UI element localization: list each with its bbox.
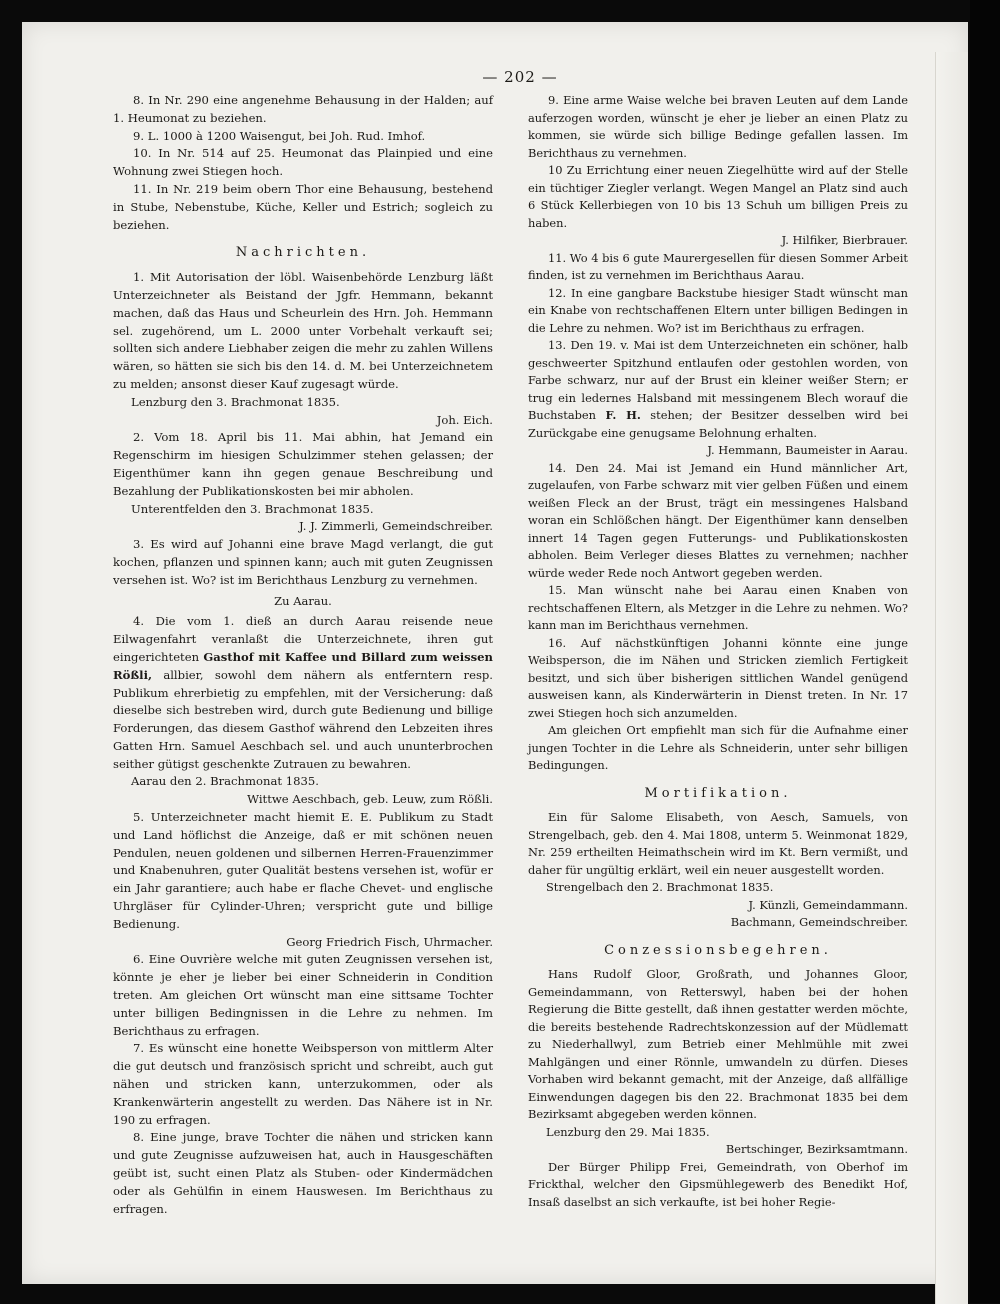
notice-1-signature: Joh. Eich. [436, 412, 493, 427]
notice-4-text-b: allbier, sowohl dem nähern als entferntern resp. Publikum ehrerbietig zu empfehlen, mit der Versicherung: daß dieselbe sich bestreben wird, durch gute Bedienung und billige Forderungen, das diesem Gasthof während den Lebzeiten ihres Gatten Hrn. Samuel Aeschbach sel. und auch ununterbrochen seither gütigst geschenkte Zutrauen zu bewahren. [113, 667, 493, 771]
wohnung-item: 9. L. 1000 à 1200 Waisengut, bei Joh. Rud. Imhof. [133, 128, 426, 143]
notice-12: 12. In eine gangbare Backstube hiesiger Stadt wünscht man ein Knabe von rechtschaffenen Eltern unter billigen Bedingen in die Lehre zu nehmen. Wo? ist im Berichthaus zu erfragen. [528, 285, 908, 335]
konzession-signature: Bertschinger, Bezirksamtmann. [725, 1142, 908, 1156]
notice-10-signature: J. Hilfiker, Bierbrauer. [781, 233, 908, 247]
section-heading-mortifikation: Mortifikation. [644, 785, 792, 801]
konzession-2-text: Der Bürger Philipp Frei, Gemeindrath, von Oberhof im Frickthal, welcher den Gipsmühlegewerb des Benedikt Hof, Insaß daselbst an sich verkaufte, ist bei hoher Regie- [528, 1159, 908, 1209]
notice-11: 11. Wo 4 bis 6 gute Maurergesellen für diesen Sommer Arbeit finden, ist zu vernehmen im Berichthaus Aarau. [528, 250, 908, 282]
notice-16-addendum: Am gleichen Ort empfiehlt man sich für die Aufnahme einer jungen Tochter in die Lehre als Schneiderin, unter sehr billigen Bedingungen. [528, 723, 908, 772]
mortifikation-text: Ein für Salome Elisabeth, von Aesch, Samuels, von Strengelbach, geb. den 4. Mai 1808, unterm 5. Weinmonat 1829, Nr. 259 ertheilten Heimathschein wird im Kt. Bern vermißt, und daher für ungültig erklärt, weil ein neuer ausgestellt worden. [528, 810, 908, 877]
notice-15: 15. Man wünscht nahe bei Aarau einen Knaben von rechtschaffenen Eltern, als Metzger in die Lehre zu nehmen. Wo? kann man im Berichthaus vernehmen. [528, 583, 908, 632]
wohnung-item: 10. In Nr. 514 auf 25. Heumonat das Plainpied und eine Wohnung zwei Stiegen hoch. [113, 146, 493, 179]
konzession-place: Lenzburg den 29. Mai 1835. [546, 1124, 710, 1139]
page-number: — 202 — [482, 68, 558, 86]
konzession-text: Hans Rudolf Gloor, Großrath, und Johannes Gloor, Gemeindammann, von Retterswyl, haben bei der hohen Regierung die Bitte gestellt, daß ihnen gestatter werden möchte, die bereits bestehende Radrechtskonzession auf der Müdlematt zu Niederhallwyl, zum Betrieb einer Mehlmühle mit zwei Mahlgängen und einer Rönnle, umwandeln zu dürfen. Dieses Vorhaben wird bekannt gemacht, mit der Anzeige, daß allfällige Einwendungen dagegen bis den 22. Brachmonat 1835 bei dem Bezirksamt abgegeben werden können. [528, 967, 908, 1121]
page-edge [935, 52, 968, 1304]
scan-border [970, 0, 1000, 1303]
notice-4-gasthof: Gasthof mit Kaffee und Billard zum weissen Rößli, [113, 649, 493, 682]
notice-13-initials: F. H. [605, 408, 641, 422]
notice-2-signature: J. J. Zimmerli, Gemeindschreiber. [298, 519, 493, 534]
notice-5-signature: Georg Friedrich Fisch, Uhrmacher. [286, 934, 493, 949]
notice-2: 2. Vom 18. April bis 11. Mai abhin, hat Jemand ein Regenschirm im hiesigen Schulzimmer stehen gelassen; der Eigenthümer kann ihn gegen genaue Beschreibung und Bezahlung der Publikationskosten bei mir abholen. [113, 430, 493, 498]
section-heading-nachrichten: Nachrichten. [235, 245, 371, 261]
right-column [528, 92, 908, 1211]
notice-9: 9. Eine arme Waise welche bei braven Leuten auf dem Lande auferzogen worden, wünscht je eher je lieber an einen Platz zu kommen, sie würde sich billige Bedinge gefallen lassen. Im Berichthaus zu vernehmen. [528, 93, 908, 160]
notice-13-text-a: 13. Den 19. v. Mai ist dem Unterzeichneten ein schöner, halb geschweerter Spitzhund entlaufen oder gestohlen worden, von Farbe schwarz, nur auf der Brust ein kleiner weißer Stern; er trug ein ledernes Halsband mit messingenem Blech worauf die Buchstaben [528, 338, 908, 422]
notice-13 [528, 337, 908, 442]
notice-16: 16. Auf nächstkünftigen Johanni könnte eine junge Weibsperson, die im Nähen und Stricken ziemlich Fertigkeit besitzt, und sich über bisherigen sittlichen Wandel genügend ausweisen kann, als Kinderwärterin in Dienst treten. In Nr. 17 zwei Stiegen hoch sich anzumelden. [528, 635, 908, 720]
notice-7: 7. Es wünscht eine honette Weibsperson von mittlerm Alter die gut deutsch und französisch spricht und schreibt, auch gut nähen und stricken kann, unterzukommen, oder als Krankenwärterin angestellt zu werden. Das Nähere ist in Nr. 190 zu erfragen. [113, 1041, 493, 1127]
notice-4-signature: Wittwe Aeschbach, geb. Leuw, zum Rößli. [247, 792, 493, 807]
notice-2-place: Unterentfelden den 3. Brachmonat 1835. [131, 501, 374, 516]
notice-14: 14. Den 24. Mai ist Jemand ein Hund männlicher Art, zugelaufen, von Farbe schwarz mit vier gelben Füßen und einem weißen Fleck an der Brust, trägt ein messingenes Halsband woran ein Schlößchen hängt. Der Eigenthümer kann denselben innert 14 Tagen gegen Futterungs- und Publikationskosten abholen. Beim Verleger dieses Blattes zu vernehmen; nachher würde weder Rede noch Antwort gegeben werden. [528, 460, 908, 580]
notice-1: 1. Mit Autorisation der löbl. Waisenbehörde Lenzburg läßt Unterzeichneter als Beistand der Jgfr. Hemmann, bekannt machen, daß das Haus und Scheurlein des Hrn. Joh. Hemmann sel. zugehörend, um L. 2000 unter Vorbehalt verkauft sei; sollten sich andere Liebhaber zeigen die mehr zu zahlen Willens wären, so hätten sie sich bis den 14. d. M. bei Unterzeichnetem zu melden; ansonst dieser Kauf zugesagt würde. [113, 270, 493, 391]
notice-13-text-b: stehen; der Besitzer desselben wird bei Zurückgabe eine genugsame Belohnung erhalten. [528, 408, 908, 440]
mortifikation-place: Strengelbach den 2. Brachmonat 1835. [546, 880, 774, 894]
subheading-zu-aarau: Zu Aarau. [274, 593, 332, 608]
mortifikation-signature-2: Bachmann, Gemeindschreiber. [730, 915, 908, 929]
notice-10: 10 Zu Errichtung einer neuen Ziegelhütte wird auf der Stelle ein tüchtiger Ziegler verlangt. Wegen Mangel an Platz sind auch 6 Stück Kellerbiegen von 10 bis 13 Schuh um billigen Preis zu haben. [528, 163, 908, 230]
section-heading-konzession: Conzessionsbegehren. [604, 942, 832, 958]
wohnung-item: 11. In Nr. 219 beim obern Thor eine Behausung, bestehend in Stube, Nebenstube, Küche, Keller und Estrich; sogleich zu beziehen. [113, 181, 493, 232]
notice-1-place: Lenzburg den 3. Brachmonat 1835. [131, 394, 340, 409]
notice-4-place: Aarau den 2. Brachmonat 1835. [131, 774, 319, 789]
notice-6: 6. Eine Ouvrière welche mit guten Zeugnissen versehen ist, könnte je eher je lieber bei einer Schneiderin in Condition treten. Am gleichen Ort wünscht man eine sittsame Tochter unter billigen Bedingnissen in die Lehre zu nehmen. Im Berichthaus zu erfragen. [113, 952, 493, 1038]
notice-4-text-a: 4. Die vom 1. dieß an durch Aarau reisende neue Eilwagenfahrt veranlaßt die Unterzeichnete, ihren gut eingerichteten [113, 614, 493, 664]
notice-3: 3. Es wird auf Johanni eine brave Magd verlangt, die gut kochen, pflanzen und spinnen kann; auch mit guten Zeugnissen versehen ist. Wo? ist im Berichthaus Lenzburg zu vernehmen. [113, 537, 493, 587]
notice-4 [113, 613, 493, 773]
notice-13-signature: J. Hemmann, Baumeister in Aarau. [707, 443, 908, 457]
wohnung-item: 8. In Nr. 290 eine angenehme Behausung in der Halden; auf 1. Heumonat zu beziehen. [113, 93, 493, 125]
notice-8: 8. Eine junge, brave Tochter die nähen und stricken kann und gute Zeugnisse aufzuweisen hat, auch in Hausgeschäften geübt ist, sucht einen Platz als Stuben- oder Kindermädchen oder als Gehülfin in einem Hauswesen. Im Berichthaus zu erfragen. [113, 1130, 493, 1216]
left-column [113, 92, 493, 1218]
notice-5: 5. Unterzeichneter macht hiemit E. E. Publikum zu Stadt und Land höflichst die Anzeige, daß er mit schönen neuen Pendulen, neuen goldenen und silbernen Herren-Frauenzimmer und Knabenuhren, guter Qualität bestens versehen ist, wofür er ein Jahr garantiere; auch habe er flache Chevet- und englische Uhrgläser für Cylinder-Uhren; verspricht gute und billige Bedienung. [113, 810, 493, 931]
mortifikation-signature-1: J. Künzli, Gemeindammann. [748, 897, 908, 912]
